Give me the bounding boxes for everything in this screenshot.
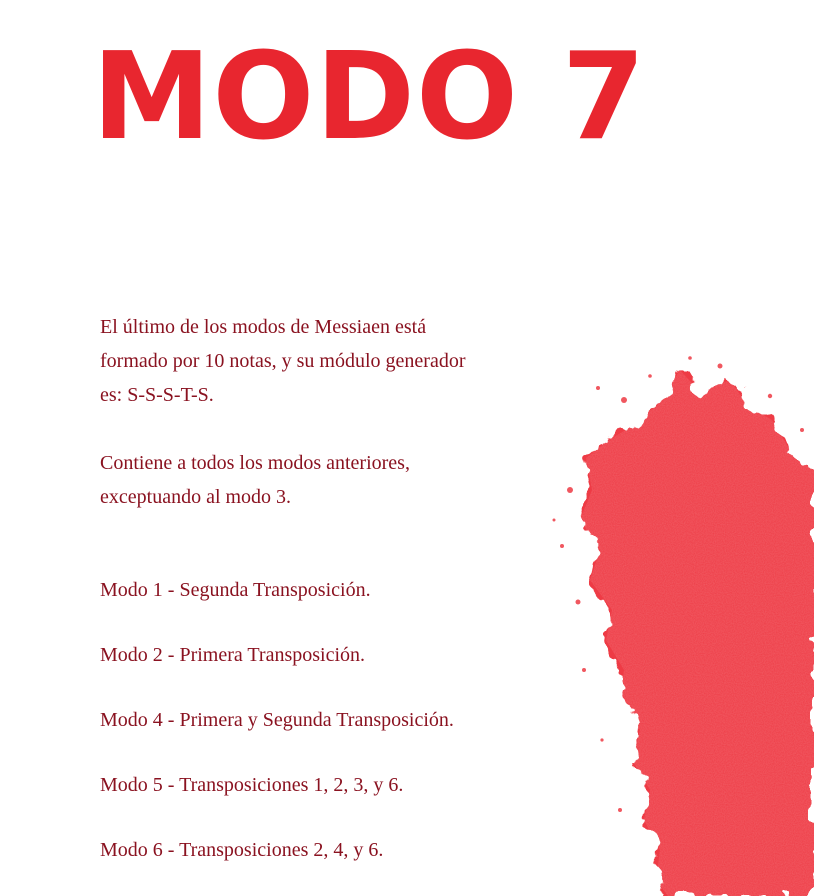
- intro-line: formado por 10 notas, y su módulo generador: [100, 350, 466, 372]
- page-title: MODO 7: [92, 28, 647, 167]
- intro-paragraph: [100, 310, 465, 412]
- mode-list: [100, 573, 454, 896]
- mode-list-item: Modo 1 - Segunda Transposición.: [100, 579, 371, 601]
- mode-list-item: Modo 6 - Transposiciones 2, 4, y 6.: [100, 839, 384, 861]
- intro-line: El último de los modos de Messiaen está: [100, 316, 427, 338]
- contains-paragraph: [100, 446, 410, 514]
- contains-line: exceptuando al modo 3.: [100, 486, 292, 508]
- contains-line: Contiene a todos los modos anteriores,: [100, 452, 410, 474]
- mode-list-item: Modo 2 - Primera Transposición.: [100, 644, 365, 666]
- intro-line: es: S-S-S-T-S.: [100, 384, 214, 406]
- mode-list-item: Modo 5 - Transposiciones 1, 2, 3, y 6.: [100, 774, 404, 796]
- mode-list-item: Modo 4 - Primera y Segunda Transposición.: [100, 709, 454, 731]
- red-paint-splash: [540, 340, 814, 896]
